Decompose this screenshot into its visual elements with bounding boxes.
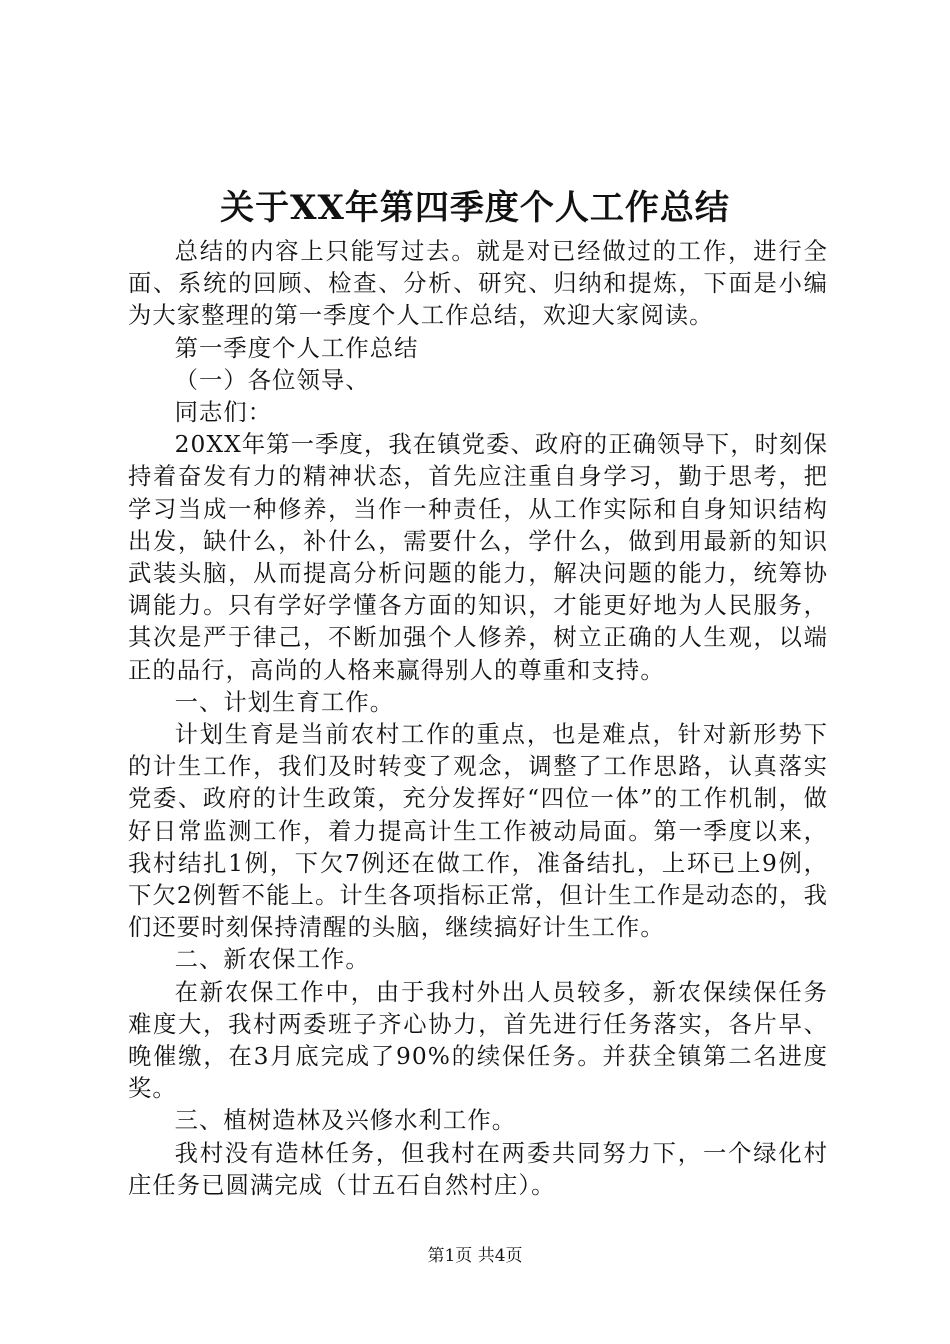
body-paragraph: 在新农保工作中，由于我村外出人员较多，新农保续保任务难度大，我村两委班子齐心协力，首先进行任务落实，各片早、晚催缴，在3月底完成了90%的续保任务。并获全镇第二名进度奖。 <box>128 978 828 1103</box>
section-heading: 一、计划生育工作。 <box>174 688 395 716</box>
body-paragraph: 计划生育是当前农村工作的重点，也是难点，针对新形势下的计生工作，我们及时转变了观念，调整了工作思路，认真落实党委、政府的计生政策，充分发挥好“四位一体”的工作机制，做好日常监测工作，着力提高计生工作被动局面。第一季度以来，我村结扎1例，下欠7例还在做工作，准备结扎，上环已上9例，下欠2例暂不能上。计生各项指标正常，但计生工作是动态的，我们还要时刻保持清醒的头脑，继续搞好计生工作。 <box>128 721 828 942</box>
document-body <box>128 236 828 1202</box>
body-paragraph: 20XX年第一季度，我在镇党委、政府的正确领导下，时刻保持着奋发有力的精神状态，首先应注重自身学习，勤于思考，把学习当成一种修养，当作一种责任，从工作实际和自身知识结构出发，缺什么，补什么，需要什么，学什么，做到用最新的知识武装头脑，从而提高分析问题的能力，解决问题的能力，统筹协调能力。只有学好学懂各方面的知识，才能更好地为人民服务，其次是严于律己，不断加强个人修养，树立正确的人生观，以端正的品行，高尚的人格来赢得别人的尊重和支持。 <box>128 431 828 684</box>
section-heading: 二、新农保工作。 <box>174 946 370 974</box>
page-footer: 第1页 共4页 <box>427 1246 523 1266</box>
salutation-line: （一）各位领导、 <box>174 366 370 394</box>
salutation-line: 同志们： <box>174 399 273 427</box>
section-heading: 三、植树造林及兴修水利工作。 <box>174 1107 517 1135</box>
intro-paragraph: 总结的内容上只能写过去。就是对已经做过的工作，进行全面、系统的回顾、检查、分析、研究、归纳和提炼，下面是小编为大家整理的第一季度个人工作总结，欢迎大家阅读。 <box>128 238 828 330</box>
section-heading: 第一季度个人工作总结 <box>174 334 419 362</box>
body-paragraph: 我村没有造林任务，但我村在两委共同努力下，一个绿化村庄任务已圆满完成（廿五石自然村庄）。 <box>128 1139 828 1199</box>
document-title: 关于XX年第四季度个人工作总结 <box>220 188 730 228</box>
